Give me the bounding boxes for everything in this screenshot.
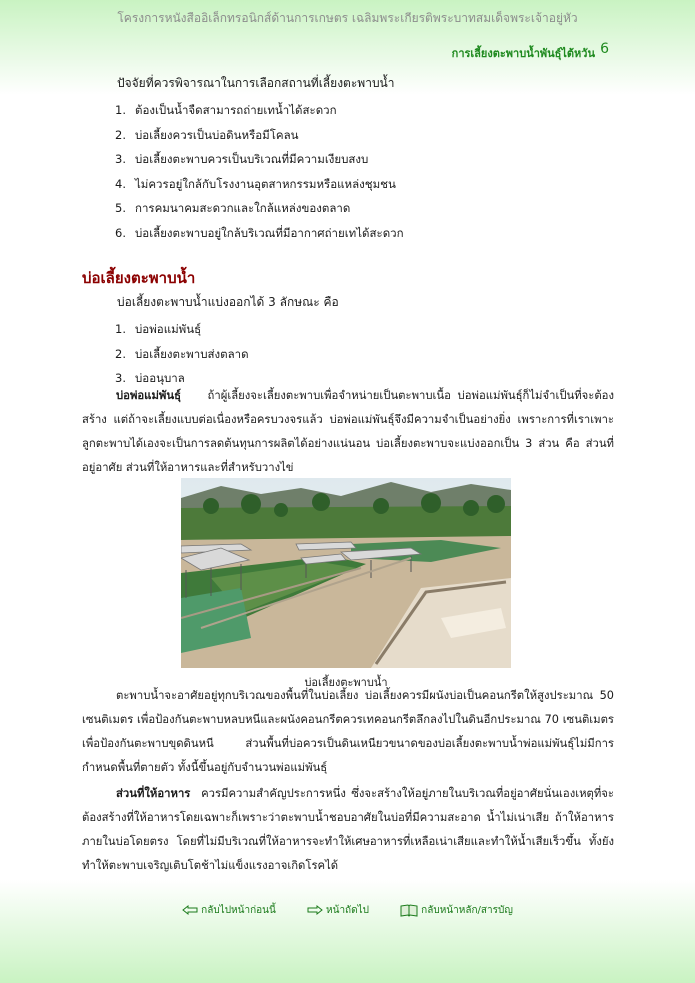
header-subtitle: การเลี้ยงตะพาบน้ำพันธุ์ไต้หวัน xyxy=(451,47,595,60)
paragraph-breeder-pond: บ่อพ่อแม่พันธุ์ ถ้าผู้เลี้ยงจะเลี้ยงตะพาบเพื่อจำหน่ายเป็นตะพาบเนื้อ บ่อพ่อแม่พันธุ์ก็ไม่จำเป็นที่จะต้องสร้าง แต่ถ้าจะเลี้ยงแบบต่อเนื่องหรือครบวงจรแล้ว บ่อพ่อแม่พันธุ์จึงมีความจำเป็นอย่างยิ่ง เพราะการที่เราเพาะลูกตะพาบได้เองจะเป็นการลดต้นทุนการผลิตได้อย่างแน่นอน บ่อเลี้ยงตะพาบจะแบ่งออกเป็น 3 ส่วน คือ ส่วนที่อยู่อาศัย ส่วนที่ให้อาหารและที่สำหรับวางไข่ xyxy=(82,389,614,474)
hand-left-icon xyxy=(182,904,198,916)
footer-nav xyxy=(0,903,695,918)
header-title: โครงการหนังสืออิเล็กทรอนิกส์ด้านการเกษตร เฉลิมพระเกียรติพระบาทสมเด็จพระเจ้าอยู่หัว xyxy=(117,11,578,25)
section-intro: บ่อเลี้ยงตะพาบน้ำแบ่งออกได้ 3 ลักษณะ คือ xyxy=(117,295,339,309)
home-toc-link[interactable]: กลับหน้าหลัก/สารบัญ xyxy=(400,905,513,916)
list-item: 5. การคมนาคมสะดวกและใกล้แหล่งของตลาด xyxy=(115,201,351,215)
page-number: 6 xyxy=(600,41,609,57)
section-title: บ่อเลี้ยงตะพาบน้ำ xyxy=(82,269,196,287)
pond-photo xyxy=(181,478,511,668)
list-item: 2. บ่อเลี้ยงตะพาบส่งตลาด xyxy=(115,346,249,361)
list-item: 6. บ่อเลี้ยงตะพาบอยู่ใกล้บริเวณที่มีอากาศถ่ายเทได้สะดวก xyxy=(115,225,404,240)
list-item: 2. บ่อเลี้ยงควรเป็นบ่อดินหรือมีโคลน xyxy=(115,127,299,142)
list-item: 3. บ่ออนุบาล xyxy=(115,371,185,385)
factors-list xyxy=(115,102,404,249)
list-item: 1. ต้องเป็นน้ำจืดสามารถถ่ายเทน้ำได้สะดวก xyxy=(115,103,337,117)
prev-page-link[interactable]: กลับไปหน้าก่อนนี้ xyxy=(182,905,279,916)
paragraph-living-area: ตะพาบน้ำจะอาศัยอยู่ทุกบริเวณของพื้นที่ในบ่อเลี้ยง บ่อเลี้ยงควรมีผนังบ่อเป็นคอนกรีตให้สูงประมาณ 50 เซนติเมตร เพื่อป้องกันตะพาบหลบหนีและผนังคอนกรีตควรเทคอนกรีตลึกลงไปในดินอีกประมาณ 70 เซนติเมตร เพื่อป้องกันตะพาบขุดดินหนี ส่วนพื้นที่บ่อควรเป็นดินเหนียวขนาดของบ่อเลี้ยงตะพาบน้ำพ่อแม่พันธุ์ไม่มีการกำหนดพื้นที่ตายตัว ทั้งนี้ขึ้นอยู่กับจำนวนพ่อแม่พันธุ์ xyxy=(82,689,614,774)
hand-right-icon xyxy=(307,904,323,916)
factors-title: ปัจจัยที่ควรพิจารณาในการเลือกสถานที่เลี้ยงตะพาบน้ำ xyxy=(117,76,395,90)
book-icon xyxy=(400,904,418,917)
paragraph-feeding-area: ส่วนที่ให้อาหาร ควรมีความสำคัญประการหนึ่ง ซึ่งจะสร้างให้อยู่ภายในบริเวณที่อยู่อาศัยนั่นเองเหตุที่จะต้องสร้างที่ให้อาหารโดยเฉพาะก็เพราะว่าตะพาบน้ำชอบอาศัยในบ่อที่มีความสะอาด น้ำไม่เน่าเสีย ถ้าให้อาหารภายในบ่อโดยตรง โดยที่ไม่มีบริเวณที่ให้อาหารจะทำให้เศษอาหารที่เหลือเน่าเสียและทำให้น้ำเสียเร็วขึ้น ทั้งยังทำให้ตะพาบเจริญเติบโตช้าไม่แข็งแรงอาจเกิดโรคได้ xyxy=(82,787,614,872)
list-item: 1. บ่อพ่อแม่พันธุ์ xyxy=(115,322,202,336)
list-item: 3. บ่อเลี้ยงตะพาบควรเป็นบริเวณที่มีความเงียบสงบ xyxy=(115,152,369,166)
photo-caption: บ่อเลี้ยงตะพาบน้ำ xyxy=(304,676,388,689)
list-item: 4. ไม่ควรอยู่ใกล้กับโรงงานอุตสาหกรรมหรือแหล่งชุมชน xyxy=(115,176,396,191)
paragraph-lead: ส่วนที่ให้อาหาร xyxy=(116,787,191,800)
next-page-link[interactable]: หน้าถัดไป xyxy=(307,905,372,916)
paragraph-lead: บ่อพ่อแม่พันธุ์ xyxy=(116,389,181,402)
